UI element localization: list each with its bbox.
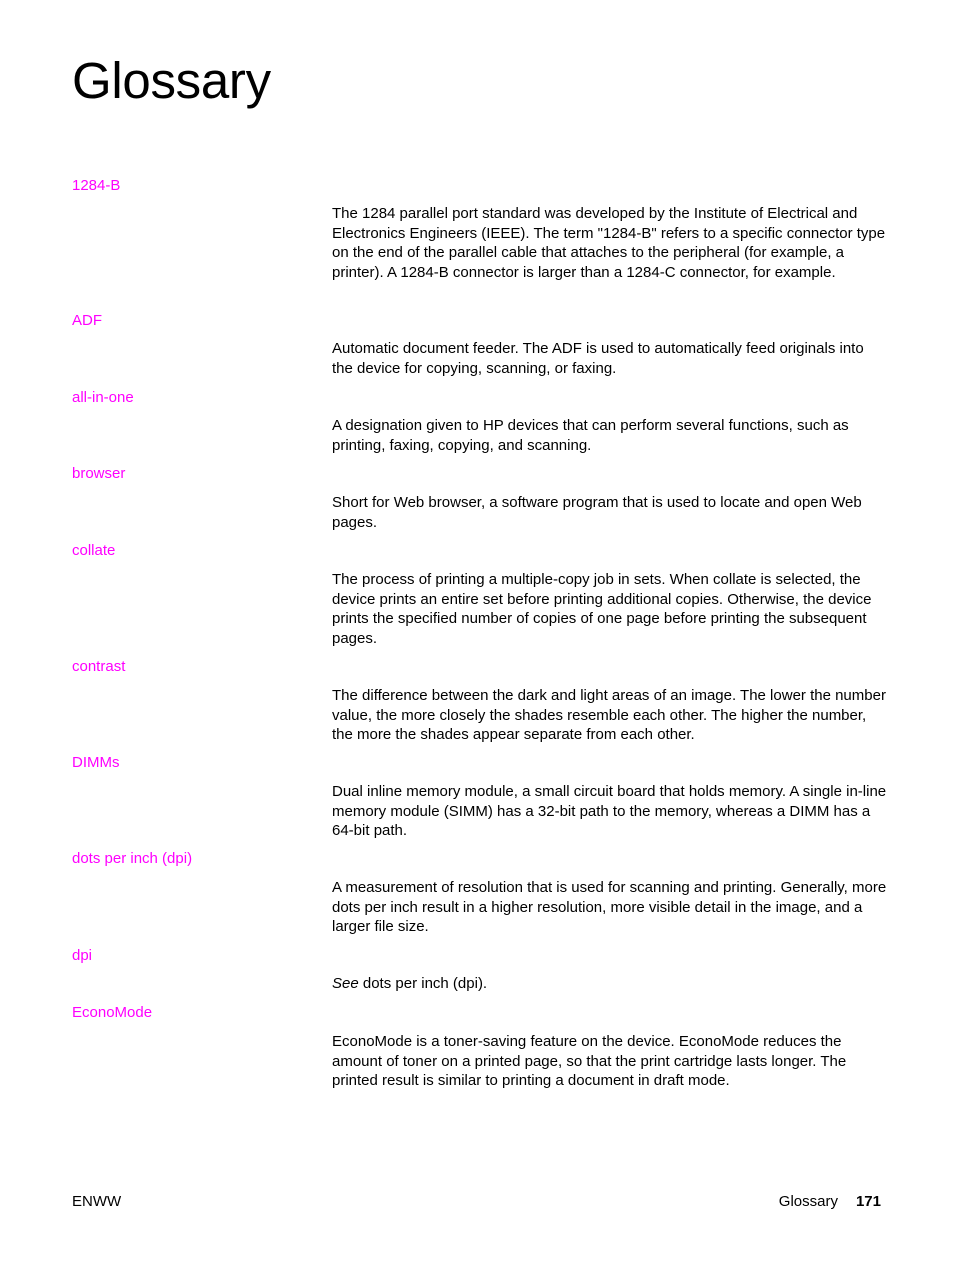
glossary-term-dimms[interactable]: DIMMs bbox=[72, 754, 120, 771]
glossary-term-adf[interactable]: ADF bbox=[72, 312, 102, 329]
footer-section-page bbox=[779, 1192, 881, 1211]
glossary-definition-collate: The process of printing a multiple-copy job in sets. When collate is selected, the device prints an entire set before printing additional copies. Otherwise, the device prints the specified number of copies of one page before printing the subsequent pages. bbox=[332, 571, 872, 647]
footer-section-name: Glossary bbox=[778, 1193, 838, 1210]
see-reference-label: See bbox=[332, 975, 359, 992]
glossary-definition-adf: Automatic document feeder. The ADF is used to automatically feed originals into the device for copying, scanning, or faxing. bbox=[332, 340, 864, 377]
glossary-term-1284-b[interactable]: 1284-B bbox=[72, 177, 121, 194]
page-title: Glossary bbox=[72, 52, 271, 109]
glossary-definition-1284-b: The 1284 parallel port standard was developed by the Institute of Electrical and Electronics Engineers (IEEE). The term "1284-B" refers to a specific connector type on the end of the parallel cable that attaches to the peripheral (for example, a printer). A 1284-B connector is larger than a 1284-C connector, for example. bbox=[332, 205, 886, 281]
glossary-definition-browser: Short for Web browser, a software program that is used to locate and open Web pages. bbox=[332, 494, 862, 531]
glossary-definition-economode: EconoMode is a toner-saving feature on the device. EconoMode reduces the amount of toner on a printed page, so that the print cartridge lasts longer. The printed result is similar to printing a document in draft mode. bbox=[332, 1033, 847, 1089]
footer-manual-code: ENWW bbox=[72, 1193, 122, 1210]
page-number: 171 bbox=[855, 1193, 881, 1210]
glossary-term-dots-per-inch[interactable]: dots per inch (dpi) bbox=[72, 850, 193, 867]
glossary-definition-all-in-one: A designation given to HP devices that can perform several functions, such as printing, faxing, copying, and scanning. bbox=[332, 417, 849, 454]
cross-reference-target: dots per inch (dpi). bbox=[362, 975, 488, 992]
glossary-definition-dots-per-inch: A measurement of resolution that is used for scanning and printing. Generally, more dots per inch result in a higher resolution, more visible detail in the image, and a larger file size. bbox=[332, 879, 887, 935]
glossary-term-economode[interactable]: EconoMode bbox=[72, 1004, 153, 1021]
glossary-term-browser[interactable]: browser bbox=[72, 465, 126, 482]
glossary-definition-dpi bbox=[332, 974, 888, 994]
glossary-term-contrast[interactable]: contrast bbox=[72, 658, 126, 675]
glossary-definition-dimms: Dual inline memory module, a small circuit board that holds memory. A single in-line memory module (SIMM) has a 32-bit path to the memory, whereas a DIMM has a 64-bit path. bbox=[332, 783, 887, 839]
glossary-term-collate[interactable]: collate bbox=[72, 542, 116, 559]
glossary-term-all-in-one[interactable]: all-in-one bbox=[72, 389, 134, 406]
glossary-definition-contrast: The difference between the dark and light areas of an image. The lower the number value, the more closely the shades resemble each other. The higher the number, the more the shades appear separate from each other. bbox=[332, 687, 886, 743]
glossary-term-dpi[interactable]: dpi bbox=[72, 947, 93, 964]
